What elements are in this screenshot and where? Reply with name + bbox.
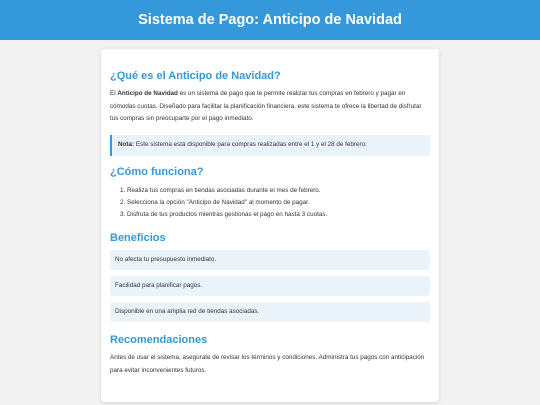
benefit-item: No afecta tu presupuesto inmediato.	[110, 250, 430, 270]
page-title: Sistema de Pago: Anticipo de Navidad	[138, 12, 402, 28]
intro-prefix: El	[110, 90, 118, 97]
benefit-item: Disponible en una amplia red de tiendas asociadas.	[110, 302, 430, 322]
benefit-item: Facilidad para planificar pagos.	[110, 276, 430, 296]
step-item: 3. Disfruta de tus productos mientras gestionas el pago en hasta 3 cuotas.	[127, 209, 430, 221]
note-text: Este sistema está disponible para compras realizadas entre el 1 y el 28 de febrero.	[134, 141, 367, 149]
section-title-recommendations: Recomendaciones	[110, 333, 208, 346]
content-card	[101, 49, 439, 402]
recommendations-paragraph: Antes de usar el sistema, asegúrate de revisar los términos y condiciones. Administra tus pagos con anticipación para evitar inconvenientes futuros.	[110, 353, 425, 374]
page-header	[0, 0, 540, 40]
availability-note	[110, 135, 430, 156]
section-title-benefits: Beneficios	[110, 231, 166, 244]
intro-bold-term: Anticipo de Navidad	[117, 90, 178, 97]
steps-list	[110, 185, 430, 221]
step-item: 2. Selecciona la opción "Anticipo de Navidad" al momento de pagar.	[127, 197, 430, 209]
note-label: Nota:	[118, 141, 135, 149]
intro-text: es un sistema de pago que te permite realizar tus compras en febrero y pagar en cómodas cuotas. Diseñado para facilitar la planificación financiera, este sistema te ofrece la libertad de disfrutar tus compras sin preocuparte por el pago inmediato.	[110, 90, 422, 123]
section-title-how: ¿Cómo funciona?	[110, 165, 204, 178]
step-item: 1. Realiza tus compras en tiendas asociadas durante el mes de febrero.	[127, 185, 430, 197]
section-title-what: ¿Qué es el Anticipo de Navidad?	[110, 70, 281, 82]
intro-paragraph	[110, 88, 430, 126]
